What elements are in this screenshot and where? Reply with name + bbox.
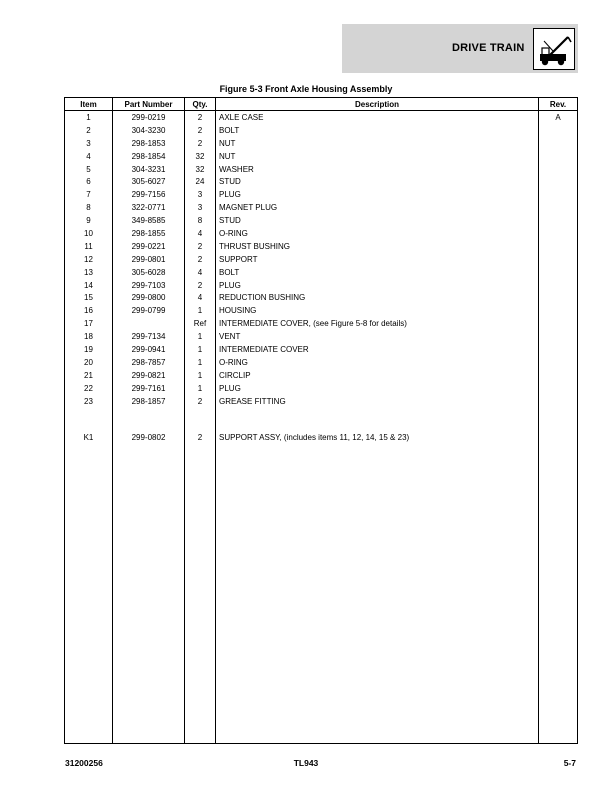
cell-item: 17: [65, 317, 113, 330]
cell-qty: 2: [185, 279, 216, 292]
cell-item: 19: [65, 343, 113, 356]
cell-part-number: 299-0219: [113, 111, 185, 124]
cell-qty: 8: [185, 214, 216, 227]
cell-qty: 2: [185, 240, 216, 253]
cell-rev: [539, 163, 578, 176]
table-row: [65, 317, 578, 330]
column-header-rev: Rev.: [539, 98, 578, 111]
cell-rev: [539, 304, 578, 317]
footer-model: TL943: [293, 758, 319, 768]
table-row: [65, 343, 578, 356]
cell-item: 23: [65, 395, 113, 408]
cell-item: 15: [65, 291, 113, 304]
cell-qty: 4: [185, 227, 216, 240]
table-row: [65, 356, 578, 369]
cell-part-number: 299-0221: [113, 240, 185, 253]
cell-description: INTERMEDIATE COVER: [216, 343, 539, 356]
cell-part-number: 305-6028: [113, 266, 185, 279]
cell-part-number: 298-1854: [113, 150, 185, 163]
table-row: [65, 330, 578, 343]
table-spacer-cell: [65, 407, 113, 431]
table-row: [65, 304, 578, 317]
cell-item: 3: [65, 137, 113, 150]
table-row: [65, 382, 578, 395]
cell-description: GREASE FITTING: [216, 395, 539, 408]
cell-description: MAGNET PLUG: [216, 201, 539, 214]
cell-part-number: 299-7156: [113, 188, 185, 201]
cell-item: 13: [65, 266, 113, 279]
cell-description: STUD: [216, 214, 539, 227]
cell-rev: [539, 330, 578, 343]
cell-qty: 32: [185, 163, 216, 176]
table-row: [65, 240, 578, 253]
cell-description: PLUG: [216, 279, 539, 292]
cell-description: BOLT: [216, 266, 539, 279]
cell-description: AXLE CASE: [216, 111, 539, 124]
cell-rev: [539, 382, 578, 395]
cell-rev: A: [539, 111, 578, 124]
cell-qty: 24: [185, 175, 216, 188]
table-row: [65, 201, 578, 214]
cell-description: WASHER: [216, 163, 539, 176]
cell-qty: 1: [185, 343, 216, 356]
cell-description: VENT: [216, 330, 539, 343]
cell-qty: 2: [185, 124, 216, 137]
cell-item: 20: [65, 356, 113, 369]
cell-item: 4: [65, 150, 113, 163]
table-row: [65, 266, 578, 279]
cell-part-number: 349-8585: [113, 214, 185, 227]
cell-item: 2: [65, 124, 113, 137]
cell-item: 21: [65, 369, 113, 382]
cell-part-number: 299-0801: [113, 253, 185, 266]
table-row: [65, 150, 578, 163]
cell-part-number: 304-3230: [113, 124, 185, 137]
cell-rev: [539, 124, 578, 137]
table-spacer-cell: [216, 444, 539, 743]
cell-part-number: 299-7161: [113, 382, 185, 395]
cell-rev: [539, 291, 578, 304]
telehandler-icon: [533, 28, 575, 70]
cell-description: STUD: [216, 175, 539, 188]
cell-part-number: 299-0802: [113, 431, 185, 444]
cell-description: NUT: [216, 150, 539, 163]
cell-description: THRUST BUSHING: [216, 240, 539, 253]
table-row: [65, 395, 578, 408]
cell-qty: 1: [185, 382, 216, 395]
cell-qty: 3: [185, 201, 216, 214]
section-title: DRIVE TRAIN: [452, 42, 525, 54]
cell-item: 22: [65, 382, 113, 395]
cell-rev: [539, 431, 578, 444]
figure-title: Figure 5-3 Front Axle Housing Assembly: [219, 84, 393, 94]
cell-rev: [539, 343, 578, 356]
table-spacer-row: [65, 444, 578, 743]
cell-part-number: 298-1857: [113, 395, 185, 408]
cell-item: K1: [65, 431, 113, 444]
cell-rev: [539, 188, 578, 201]
cell-part-number: [113, 317, 185, 330]
table-row: [65, 214, 578, 227]
cell-qty: 1: [185, 356, 216, 369]
table-row: [65, 175, 578, 188]
table-spacer-cell: [185, 407, 216, 431]
cell-rev: [539, 201, 578, 214]
cell-qty: 2: [185, 137, 216, 150]
cell-description: PLUG: [216, 188, 539, 201]
cell-description: NUT: [216, 137, 539, 150]
cell-qty: 1: [185, 369, 216, 382]
column-header-item: Item: [65, 98, 113, 111]
cell-description: O-RING: [216, 227, 539, 240]
cell-qty: 2: [185, 253, 216, 266]
cell-description: REDUCTION BUSHING: [216, 291, 539, 304]
cell-item: 7: [65, 188, 113, 201]
table-spacer-cell: [185, 444, 216, 743]
cell-qty: 2: [185, 431, 216, 444]
cell-description: BOLT: [216, 124, 539, 137]
cell-description: O-RING: [216, 356, 539, 369]
column-header-part-number: Part Number: [113, 98, 185, 111]
cell-qty: 1: [185, 330, 216, 343]
cell-rev: [539, 395, 578, 408]
cell-item: 6: [65, 175, 113, 188]
cell-item: 9: [65, 214, 113, 227]
cell-item: 1: [65, 111, 113, 124]
cell-description: SUPPORT: [216, 253, 539, 266]
cell-description: HOUSING: [216, 304, 539, 317]
cell-rev: [539, 150, 578, 163]
cell-rev: [539, 279, 578, 292]
column-header-description: Description: [216, 98, 539, 111]
table-spacer-cell: [113, 444, 185, 743]
cell-part-number: 299-0799: [113, 304, 185, 317]
cell-qty: 32: [185, 150, 216, 163]
cell-item: 14: [65, 279, 113, 292]
table-spacer-cell: [113, 407, 185, 431]
cell-item: 8: [65, 201, 113, 214]
cell-part-number: 298-1853: [113, 137, 185, 150]
cell-qty: 3: [185, 188, 216, 201]
cell-rev: [539, 214, 578, 227]
column-header-qty: Qty.: [185, 98, 216, 111]
cell-rev: [539, 137, 578, 150]
cell-qty: Ref: [185, 317, 216, 330]
cell-part-number: 299-0800: [113, 291, 185, 304]
cell-qty: 2: [185, 111, 216, 124]
cell-rev: [539, 253, 578, 266]
cell-item: 12: [65, 253, 113, 266]
table-row: [65, 253, 578, 266]
cell-qty: 2: [185, 395, 216, 408]
cell-part-number: 299-0821: [113, 369, 185, 382]
cell-description: SUPPORT ASSY, (includes items 11, 12, 14, 15 & 23): [216, 431, 539, 444]
cell-item: 5: [65, 163, 113, 176]
cell-item: 18: [65, 330, 113, 343]
table-row: [65, 279, 578, 292]
table-spacer-cell: [539, 444, 578, 743]
cell-rev: [539, 266, 578, 279]
parts-table: [64, 97, 578, 744]
cell-part-number: 298-1855: [113, 227, 185, 240]
cell-description: PLUG: [216, 382, 539, 395]
table-row: [65, 163, 578, 176]
cell-description: INTERMEDIATE COVER, (see Figure 5-8 for details): [216, 317, 539, 330]
table-row: [65, 111, 578, 124]
cell-part-number: 299-0941: [113, 343, 185, 356]
cell-qty: 1: [185, 304, 216, 317]
table-row: [65, 227, 578, 240]
table-header-row: [65, 98, 578, 111]
cell-part-number: 305-6027: [113, 175, 185, 188]
table-row: [65, 431, 578, 444]
cell-qty: 4: [185, 266, 216, 279]
table-row: [65, 291, 578, 304]
table-row: [65, 124, 578, 137]
cell-part-number: 298-7857: [113, 356, 185, 369]
cell-part-number: 322-0771: [113, 201, 185, 214]
cell-rev: [539, 356, 578, 369]
table-spacer-cell: [65, 444, 113, 743]
cell-rev: [539, 317, 578, 330]
cell-part-number: 304-3231: [113, 163, 185, 176]
cell-item: 10: [65, 227, 113, 240]
table-row: [65, 137, 578, 150]
cell-rev: [539, 369, 578, 382]
cell-qty: 4: [185, 291, 216, 304]
footer-page-number: 5-7: [563, 758, 576, 768]
cell-rev: [539, 240, 578, 253]
cell-description: CIRCLIP: [216, 369, 539, 382]
cell-part-number: 299-7134: [113, 330, 185, 343]
cell-part-number: 299-7103: [113, 279, 185, 292]
cell-item: 16: [65, 304, 113, 317]
table-row: [65, 188, 578, 201]
table-spacer-cell: [216, 407, 539, 431]
table-row: [65, 369, 578, 382]
table-spacer-row: [65, 407, 578, 431]
footer-document-number: 31200256: [65, 758, 103, 768]
cell-item: 11: [65, 240, 113, 253]
cell-rev: [539, 175, 578, 188]
table-spacer-cell: [539, 407, 578, 431]
cell-rev: [539, 227, 578, 240]
